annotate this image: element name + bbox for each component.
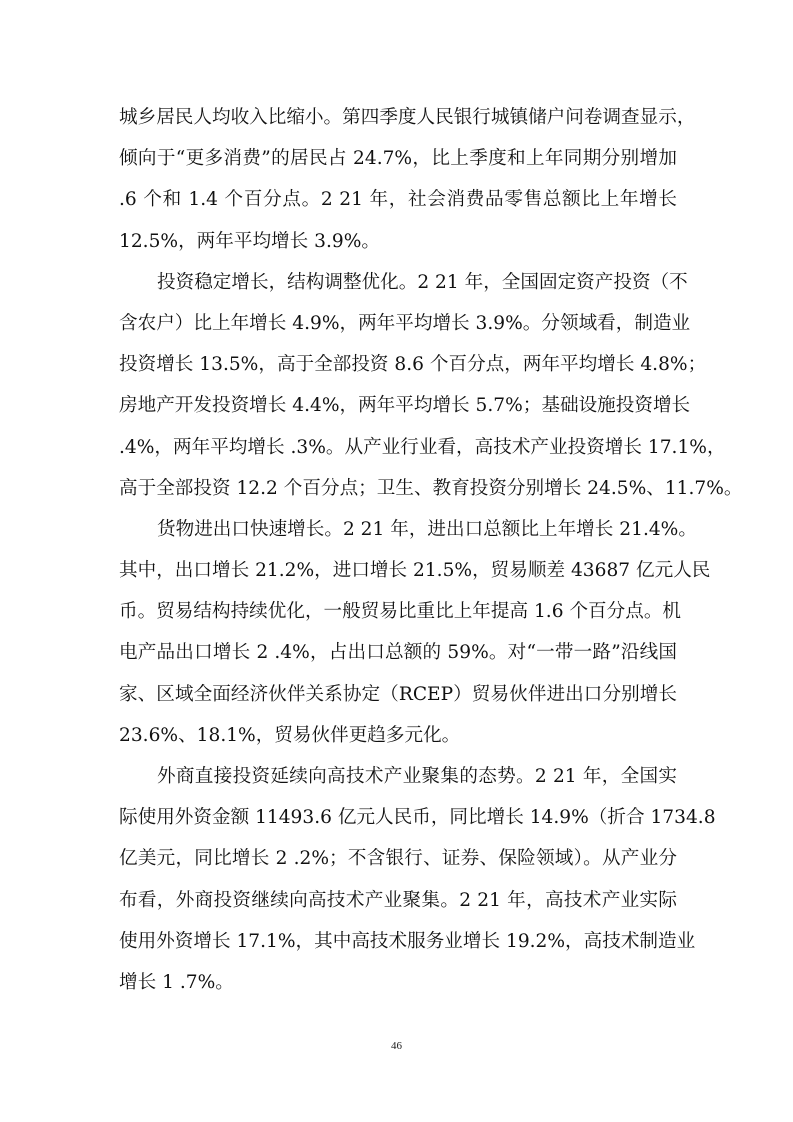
paragraph [119,262,743,509]
text-line: 际使用外资金额 11493.6 亿元人民币，同比增长 14.9%（折合 1734.8 [119,807,716,829]
text-line: 增长 1 .7%。 [119,971,234,993]
text-line: .4%，两年平均增长 .3%。从产业行业看，高技术产业投资增长 17.1%， [119,436,726,458]
text-line: 其中，出口增长 21.2%，进口增长 21.5%，贸易顺差 43687 亿元人民 [119,560,711,582]
text-line: 亿美元，同比增长 2 .2%；不含银行、证券、保险领域）。从产业分 [119,848,677,870]
text-line: 布看，外商投资继续向高技术产业聚集。2 21 年，高技术产业实际 [119,889,677,911]
text-line: 含农户）比上年增长 4.9%，两年平均增长 3.9%。分领域看，制造业 [119,312,691,334]
body-text [119,97,743,1003]
text-line: 高于全部投资 12.2 个百分点；卫生、教育投资分别增长 24.5%、11.7%。 [119,477,743,499]
text-line: .6 个和 1.4 个百分点。2 21 年，社会消费品零售总额比上年增长 [119,189,677,211]
text-line: 外商直接投资延续向高技术产业聚集的态势。2 21 年，全国实 [157,766,677,787]
text-line: 城乡居民人均收入比缩小。第四季度人民银行城镇储户问卷调查显示， [119,107,696,128]
page-number: 46 [391,1040,402,1052]
text-line: 使用外资增长 17.1%，其中高技术服务业增长 19.2%，高技术制造业 [119,930,696,952]
text-line: 投资增长 13.5%，高于全部投资 8.6 个百分点，两年平均增长 4.8%； [119,354,707,376]
text-line: 币。贸易结构持续优化，一般贸易比重比上年提高 1.6 个百分点。机 [119,601,682,623]
text-line: 货物进出口快速增长。2 21 年，进出口总额比上年增长 21.4%。 [157,518,697,540]
paragraph [119,756,716,1003]
text-line: 投资稳定增长，结构调整优化。2 21 年，全国固定资产投资（不 [157,271,688,293]
text-line: 12.5%，两年平均增长 3.9%。 [119,230,380,252]
text-line: 家、区域全面经济伙伴关系协定（RCEP）贸易伙伴进出口分别增长 [119,683,677,705]
paragraph [119,97,696,262]
text-line: 倾向于“更多消费”的居民占 24.7%，比上季度和上年同期分别增加 [119,148,677,170]
text-line: 23.6%、18.1%，贸易伙伴更趋多元化。 [119,724,461,746]
text-line: 电产品出口增长 2 .4%，占出口总额的 59%。对“一带一路”沿线国 [119,642,677,664]
text-line: 房地产开发投资增长 4.4%，两年平均增长 5.7%；基础设施投资增长 [119,395,691,417]
paragraph [119,509,711,756]
